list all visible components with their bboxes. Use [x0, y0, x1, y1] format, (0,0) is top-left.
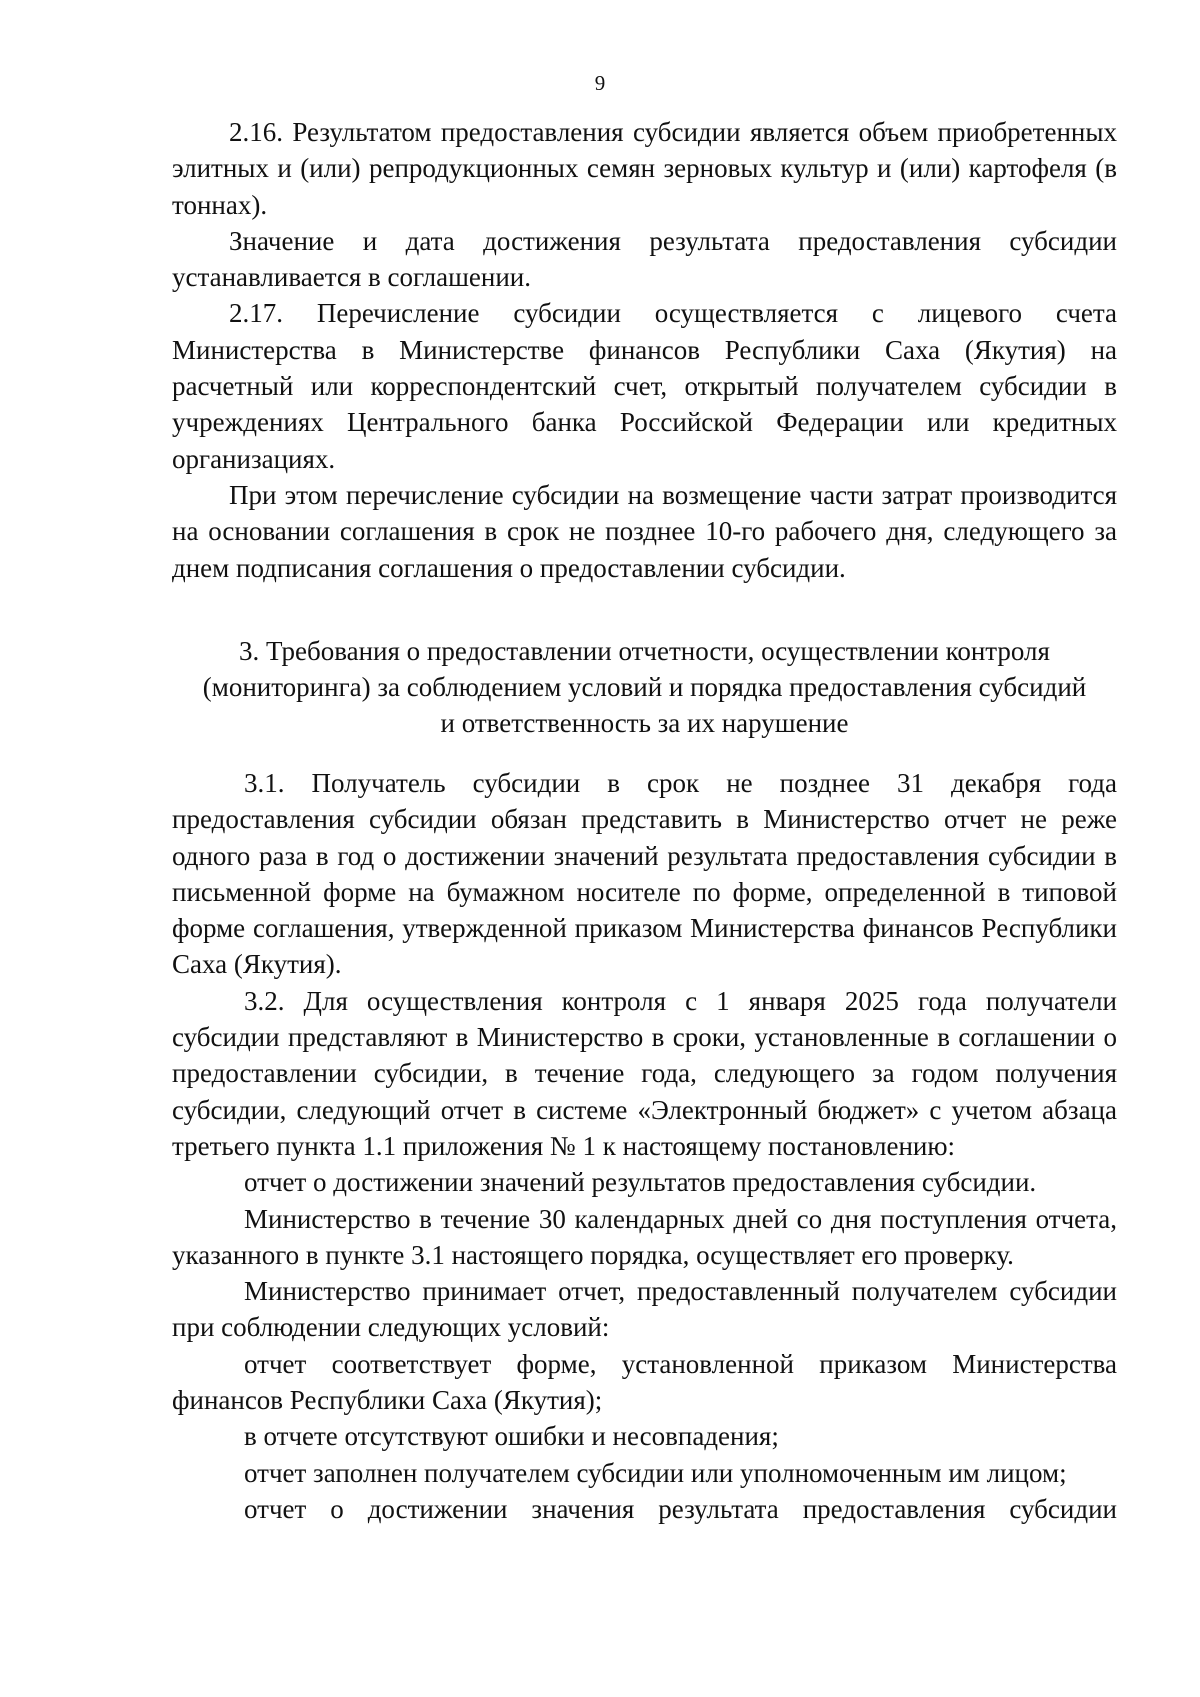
paragraph-condition-filled-by: отчет заполнен получателем субсидии или уполномоченным им лицом;	[244, 1457, 1067, 1488]
section-3-heading-line-2: (мониторинга) за соблюдением условий и порядка предоставления субсидий	[202, 672, 1087, 702]
section-3-heading-line-3: и ответственность за их нарушение	[440, 708, 849, 738]
page-number: 9	[594, 71, 606, 95]
paragraph-3-1: 3.1. Получатель субсидии в срок не позднее 31 декабря года предоставления субсидии обязан представить в Министерство отчет не реже одного раза в год о достижении значений результата предоставления субсидии в письменной форме на бумажном носителе по форме, определенной в типовой форме соглашения, утвержденной приказом Министерства финансов Республики Саха (Якутия).	[172, 768, 1117, 980]
section-2-body	[172, 114, 1117, 586]
paragraph-result-value: Значение и дата достижения результата предоставления субсидии устанавливается в соглашении.	[172, 225, 1117, 293]
paragraph-3-2: 3.2. Для осуществления контроля с 1 января 2025 года получатели субсидии представляют в Министерство в сроки, установленные в соглашении о предоставлении субсидии, в течение года, следующего за годом получения субсидии, следующий отчет в системе «Электронный бюджет» с учетом абзаца третьего пункта 1.1 приложения № 1 к настоящему постановлению:	[172, 985, 1117, 1161]
section-3-body	[172, 765, 1117, 1527]
paragraph-ministry-review: Министерство в течение 30 календарных дней со дня поступления отчета, указанного в пункте 3.1 настоящего порядка, осуществляет его проверку.	[172, 1203, 1117, 1270]
section-3-heading-line-1: 3. Требования о предоставлении отчетности, осуществлении контроля	[239, 636, 1050, 666]
paragraph-transfer-terms: При этом перечисление субсидии на возмещение части затрат производится на основании соглашения в срок не позднее 10-го рабочего дня, следующего за днем подписания соглашения о предоставлении субсидии.	[172, 479, 1117, 583]
paragraph-condition-no-errors: в отчете отсутствуют ошибки и несовпадения;	[244, 1421, 779, 1452]
paragraph-2-17: 2.17. Перечисление субсидии осуществляется с лицевого счета Министерства в Министерстве финансов Республики Саха (Якутия) на расчетный или корреспондентский счет, открытый получателем субсидии в учреждениях Центрального банка Российской Федерации или кредитных организациях.	[172, 298, 1117, 474]
paragraph-condition-form: отчет соответствует форме, установленной приказом Министерства финансов Республики Саха (Якутия);	[172, 1348, 1117, 1416]
paragraph-2-16: 2.16. Результатом предоставления субсидии является объем приобретенных элитных и (или) репродукционных семян зерновых культур и (или) картофеля (в тоннах).	[172, 117, 1117, 220]
paragraph-acceptance-conditions: Министерство принимает отчет, предоставленный получателем субсидии при соблюдении следующих условий:	[172, 1276, 1117, 1343]
paragraph-report-item: отчет о достижении значений результатов предоставления субсидии.	[244, 1167, 1037, 1198]
paragraph-condition-result-report: отчет о достижении значения результата предоставления субсидии	[244, 1493, 1117, 1524]
